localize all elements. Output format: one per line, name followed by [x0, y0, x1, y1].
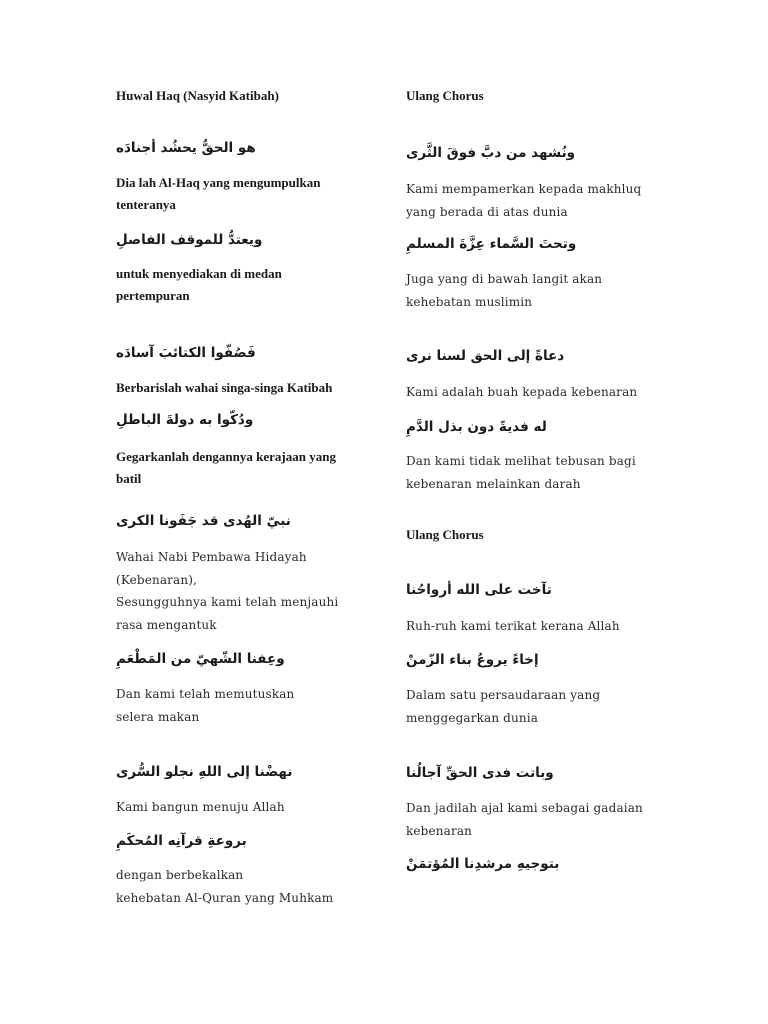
translation-8b: kehebatan Al-Quran yang Muhkam	[116, 891, 334, 905]
translation-r5: Ruh-ruh kami terikat kerana Allah	[406, 619, 620, 633]
translation-r3: Kami adalah buah kepada kebenaran	[406, 385, 638, 399]
chorus-heading-2: Ulang Chorus	[406, 527, 484, 542]
translation-5b: Sesungguhnya kami telah menjauhi rasa mengantuk	[116, 595, 339, 632]
translation-r6: Dalam satu persaudaraan yang menggegarkan dunia	[406, 688, 601, 725]
arabic-verse-r3: دعاةً إلى الحق لسنا نرى	[406, 348, 565, 364]
arabic-verse-5: نبيّ الهُدى قد جَفَونا الكرى	[116, 513, 291, 529]
arabic-verse-1: هو الحقُّ يحشُد أجنادَه	[116, 140, 256, 156]
translation-6: Dan kami telah memutuskan selera makan	[116, 687, 295, 724]
translation-4: Gegarkanlah dengannya kerajaan yang batil	[116, 449, 336, 486]
translation-1: Dia lah Al-Haq yang mengumpulkan tenteranya	[116, 175, 321, 212]
arabic-verse-r2: وتحتَ السَّماء عِزَّةَ المسلمِ	[406, 236, 577, 252]
arabic-verse-r1: ونُشهد من دبَّ فوقَ الثَّرى	[406, 145, 576, 161]
arabic-verse-4: ودُكّوا به دولةَ الباطلِ	[116, 412, 254, 428]
arabic-verse-r4: له فديةً دون بذل الدَّمِ	[406, 419, 547, 435]
translation-r4: Dan kami tidak melihat tebusan bagi kebenaran melainkan darah	[406, 454, 636, 491]
translation-2: untuk menyediakan di medan pertempuran	[116, 266, 282, 303]
arabic-verse-r5: تآخت على الله أرواحُنا	[406, 582, 552, 598]
arabic-verse-r8: بتوجيهِ مرشدِنا المُؤتمَنْ	[406, 856, 560, 872]
arabic-verse-3: فَصُفّوا الكتائبَ آسادَه	[116, 345, 256, 361]
arabic-verse-8: بروعةِ قرآنِه المُحكَمِ	[116, 833, 247, 849]
arabic-verse-6: وعِفنا الشّهيّ من المَطْعَمِ	[116, 651, 285, 667]
arabic-verse-2: ويعتدُّ للموقف الفاصلِ	[116, 232, 263, 248]
translation-8a: dengan berbekalkan	[116, 868, 244, 882]
song-title: Huwal Haq (Nasyid Katibah)	[116, 88, 279, 103]
translation-r2: Juga yang di bawah langit akan kehebatan muslimin	[406, 272, 603, 309]
arabic-verse-r6: إخاءً يروعُ بناء الزّمنْ	[406, 652, 539, 668]
translation-r1: Kami mempamerkan kepada makhluq yang berada di atas dunia	[406, 182, 642, 219]
translation-5a: Wahai Nabi Pembawa Hidayah (Kebenaran),	[116, 550, 307, 587]
translation-7: Kami bangun menuju Allah	[116, 800, 285, 814]
chorus-heading-1: Ulang Chorus	[406, 88, 484, 103]
arabic-verse-7: نهضْنا إلى اللهِ نجلو السُّرى	[116, 764, 293, 780]
translation-r7: Dan jadilah ajal kami sebagai gadaian kebenaran	[406, 801, 643, 838]
arabic-verse-r7: وباتت فدى الحقِّ آجالُنا	[406, 765, 554, 781]
translation-3: Berbarislah wahai singa-singa Katibah	[116, 380, 333, 395]
